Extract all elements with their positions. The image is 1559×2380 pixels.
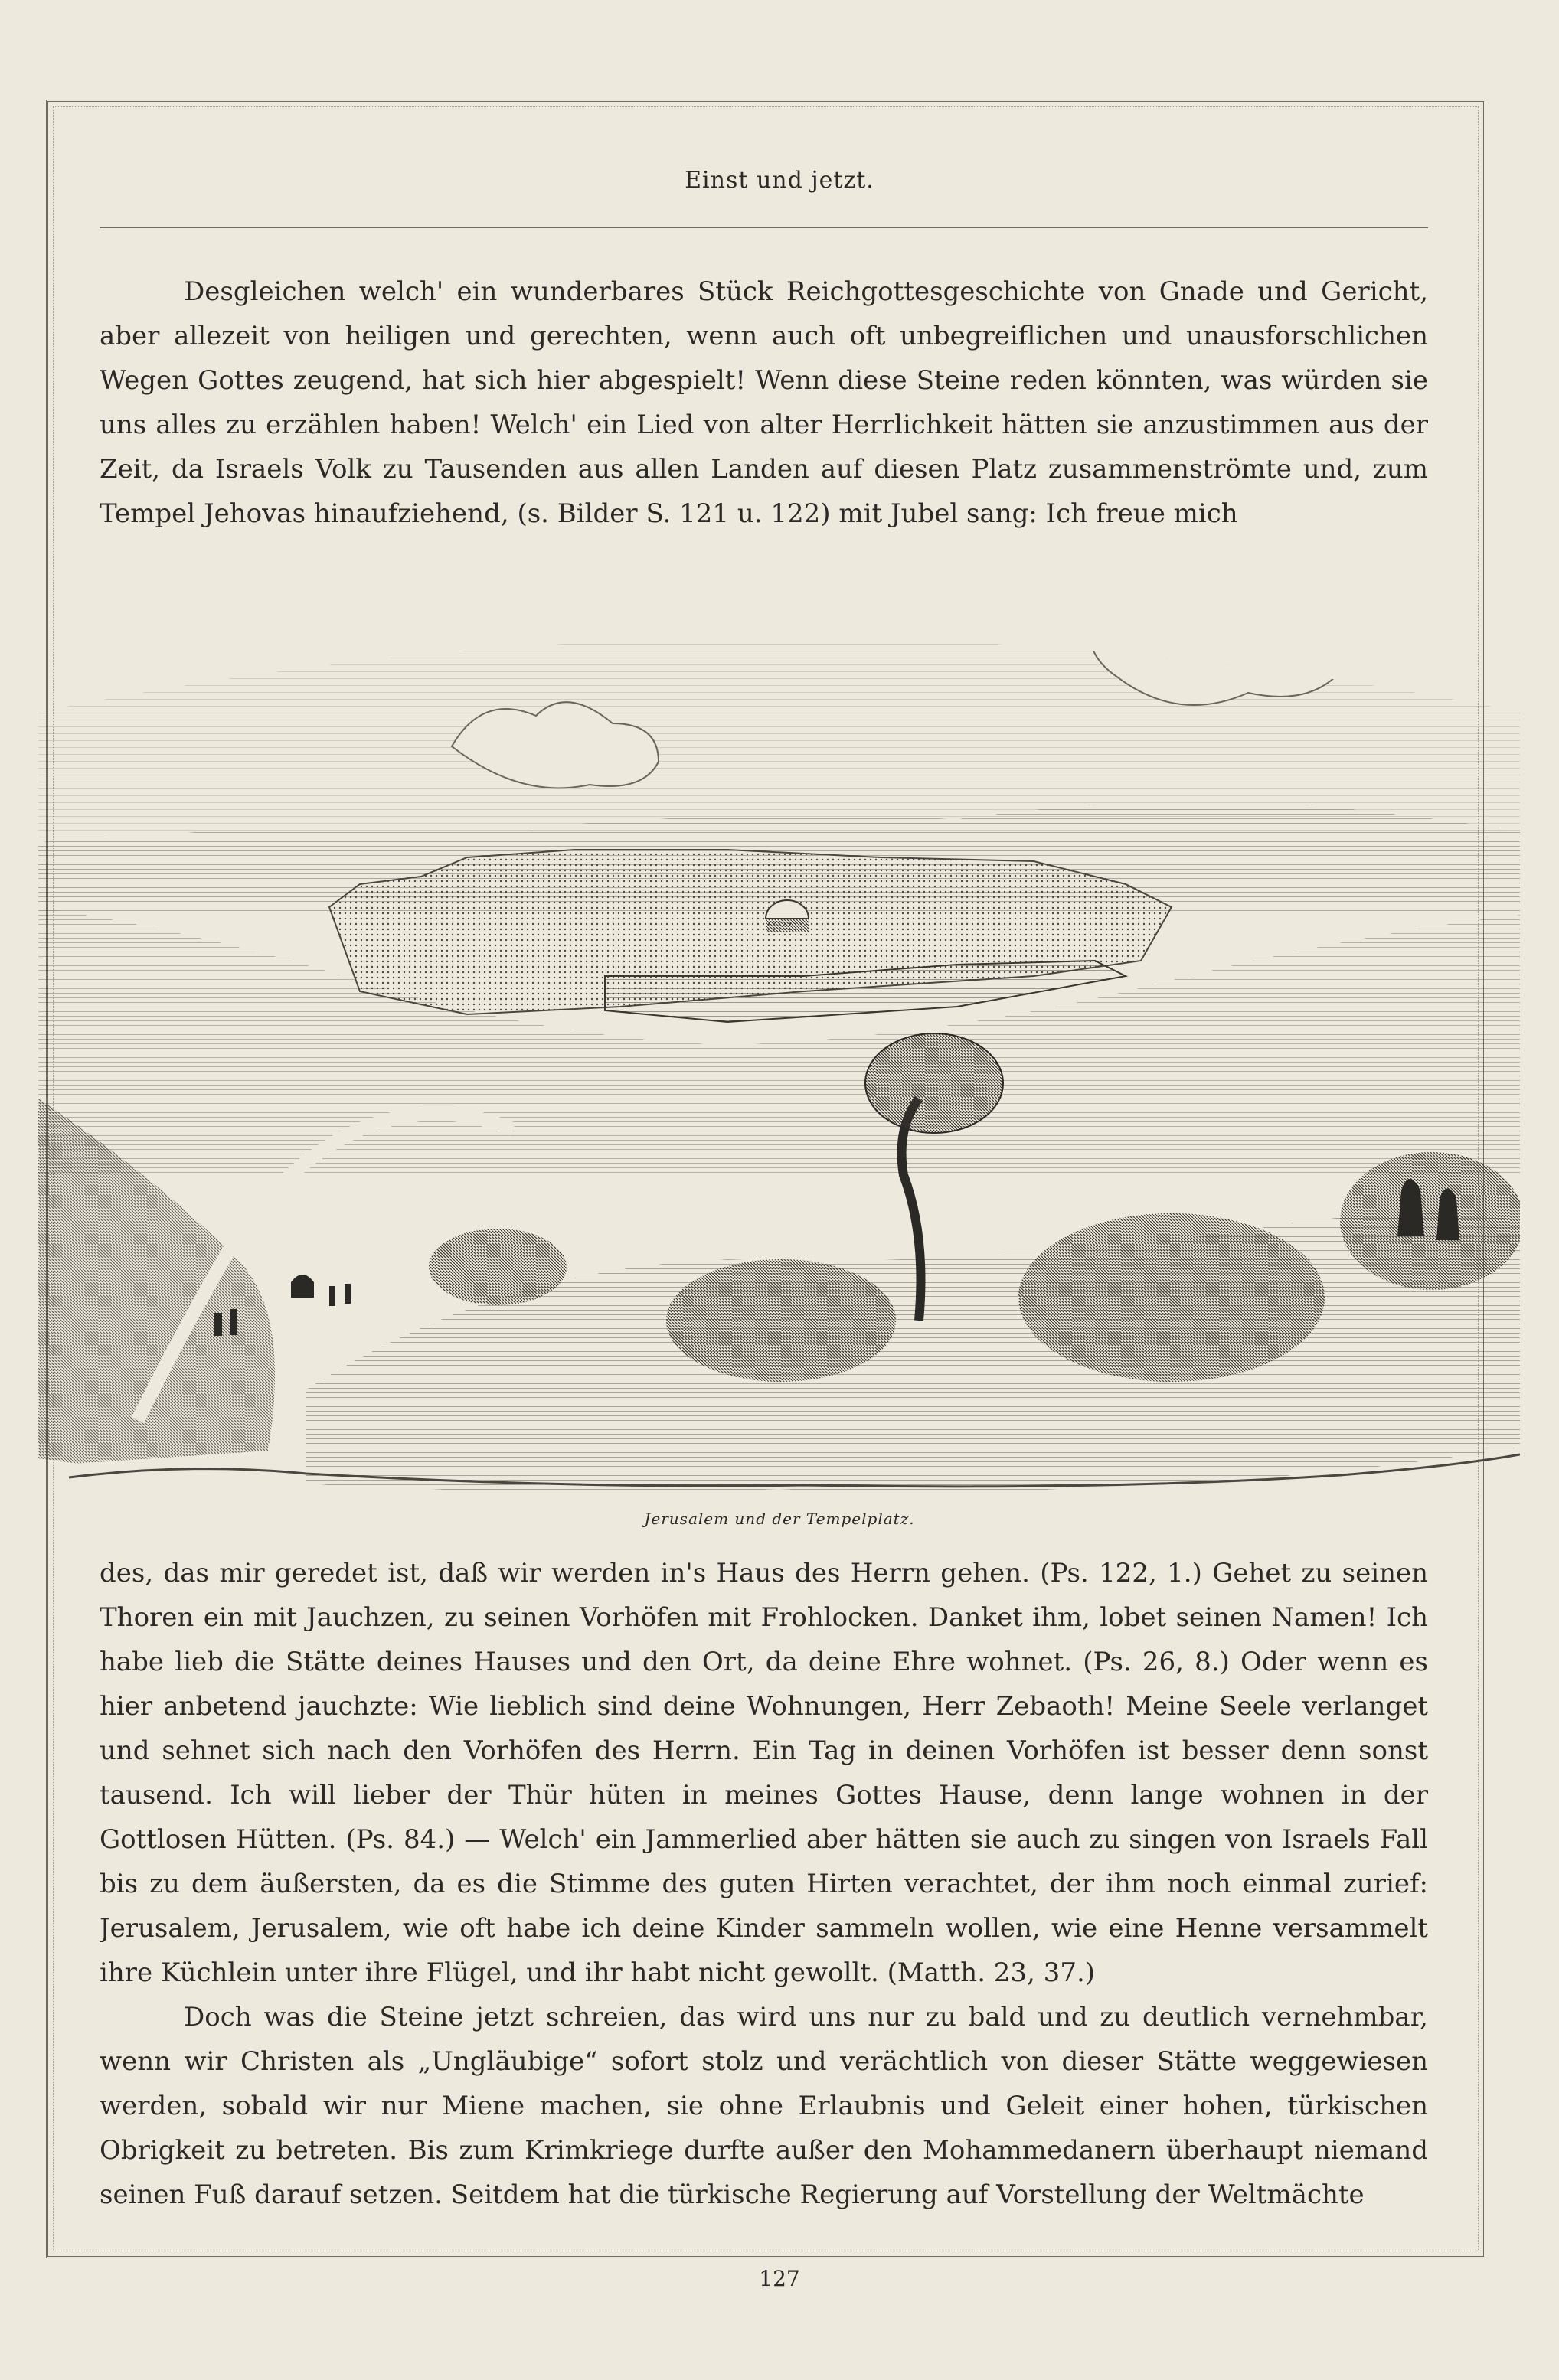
bush-far-right	[1340, 1152, 1520, 1290]
jerusalem-engraving	[38, 547, 1520, 1500]
running-head: Einst und jetzt.	[685, 167, 874, 194]
header-rule	[100, 227, 1428, 228]
paragraph-3: Doch was die Steine jetzt schreien, das wird uns nur zu bald und zu deutlich vernehmbar, wenn wir Christen als „Ungläubige“ sofort stolz und verächtlich von dieser Stätte weggewiesen werden, sobald wir nur Miene machen, sie ohne Erlaubnis und Geleit einer hohen, türkischen Obrigkeit zu betreten. Bis zum Krimkriege durfte außer den Mohammedanern überhaupt niemand seinen Fuß darauf setzen. Seitdem hat die türkische Regierung auf Vorstellung der Weltmächte	[100, 2002, 1428, 2210]
bush-left	[429, 1229, 567, 1305]
bush-center	[666, 1259, 896, 1382]
paragraph-2: des, das mir geredet ist, daß wir werden in's Haus des Herrn gehen. (Ps. 122, 1.) Gehet zu seinen Thoren ein mit Jauchzen, zu seinen Vorhöfen mit Frohlocken. Danket ihm, lobet seinen Namen! Ich habe lieb die Stätte deines Hauses und den Ort, da deine Ehre wohnet. (Ps. 26, 8.) Oder wenn es hier anbetend jauchzte: Wie lieblich sind deine Wohnungen, Herr Zebaoth! Meine Seele verlanget und sehnet sich nach den Vorhöfen des Herrn. Ein Tag in deinen Vorhöfen ist besser denn sonst tausend. Ich will lieber der Thür hüten in meines Gottes Hause, denn lange wohnen in der Gottlosen Hütten. (Ps. 84.) — Welch' ein Jammerlied aber hätten sie auch zu singen von Israels Fall bis zu dem äußersten, da es die Stimme des guten Hirten verachtet, der ihm noch einmal zurief: Jerusalem, Jerusalem, wie oft habe ich deine Kinder sammeln wollen, wie eine Henne versammelt ihre Küchlein unter ihre Flügel, und ihr habt nicht gewollt. (Matth. 23, 37.)	[100, 1558, 1428, 1988]
paragraph-1: Desgleichen welch' ein wunderbares Stück Reichgottesgeschichte von Gnade und Gericht, aber allezeit von heiligen und gerechten, wenn auch oft unbegreiflichen und unausforschlichen Wegen Gottes zeugend, hat sich hier abgespielt! Wenn diese Steine reden könnten, was würden sie uns alles zu erzählen haben! Welch' ein Lied von alter Herrlichkeit hätten sie anzustimmen aus der Zeit, da Israels Volk zu Tausenden aus allen Landen auf diesen Platz zusammenströmte und, zum Tempel Jehovas hinaufziehend, (s. Bilder S. 121 u. 122) mit Jubel sang: Ich freue mich	[100, 276, 1428, 529]
olive-tree-crown	[865, 1033, 1003, 1133]
page-number: 127	[759, 2266, 800, 2291]
bush-right	[1018, 1213, 1325, 1382]
cloud-right	[1090, 573, 1348, 705]
illustration-caption: Jerusalem und der Tempelplatz.	[644, 1510, 915, 1528]
